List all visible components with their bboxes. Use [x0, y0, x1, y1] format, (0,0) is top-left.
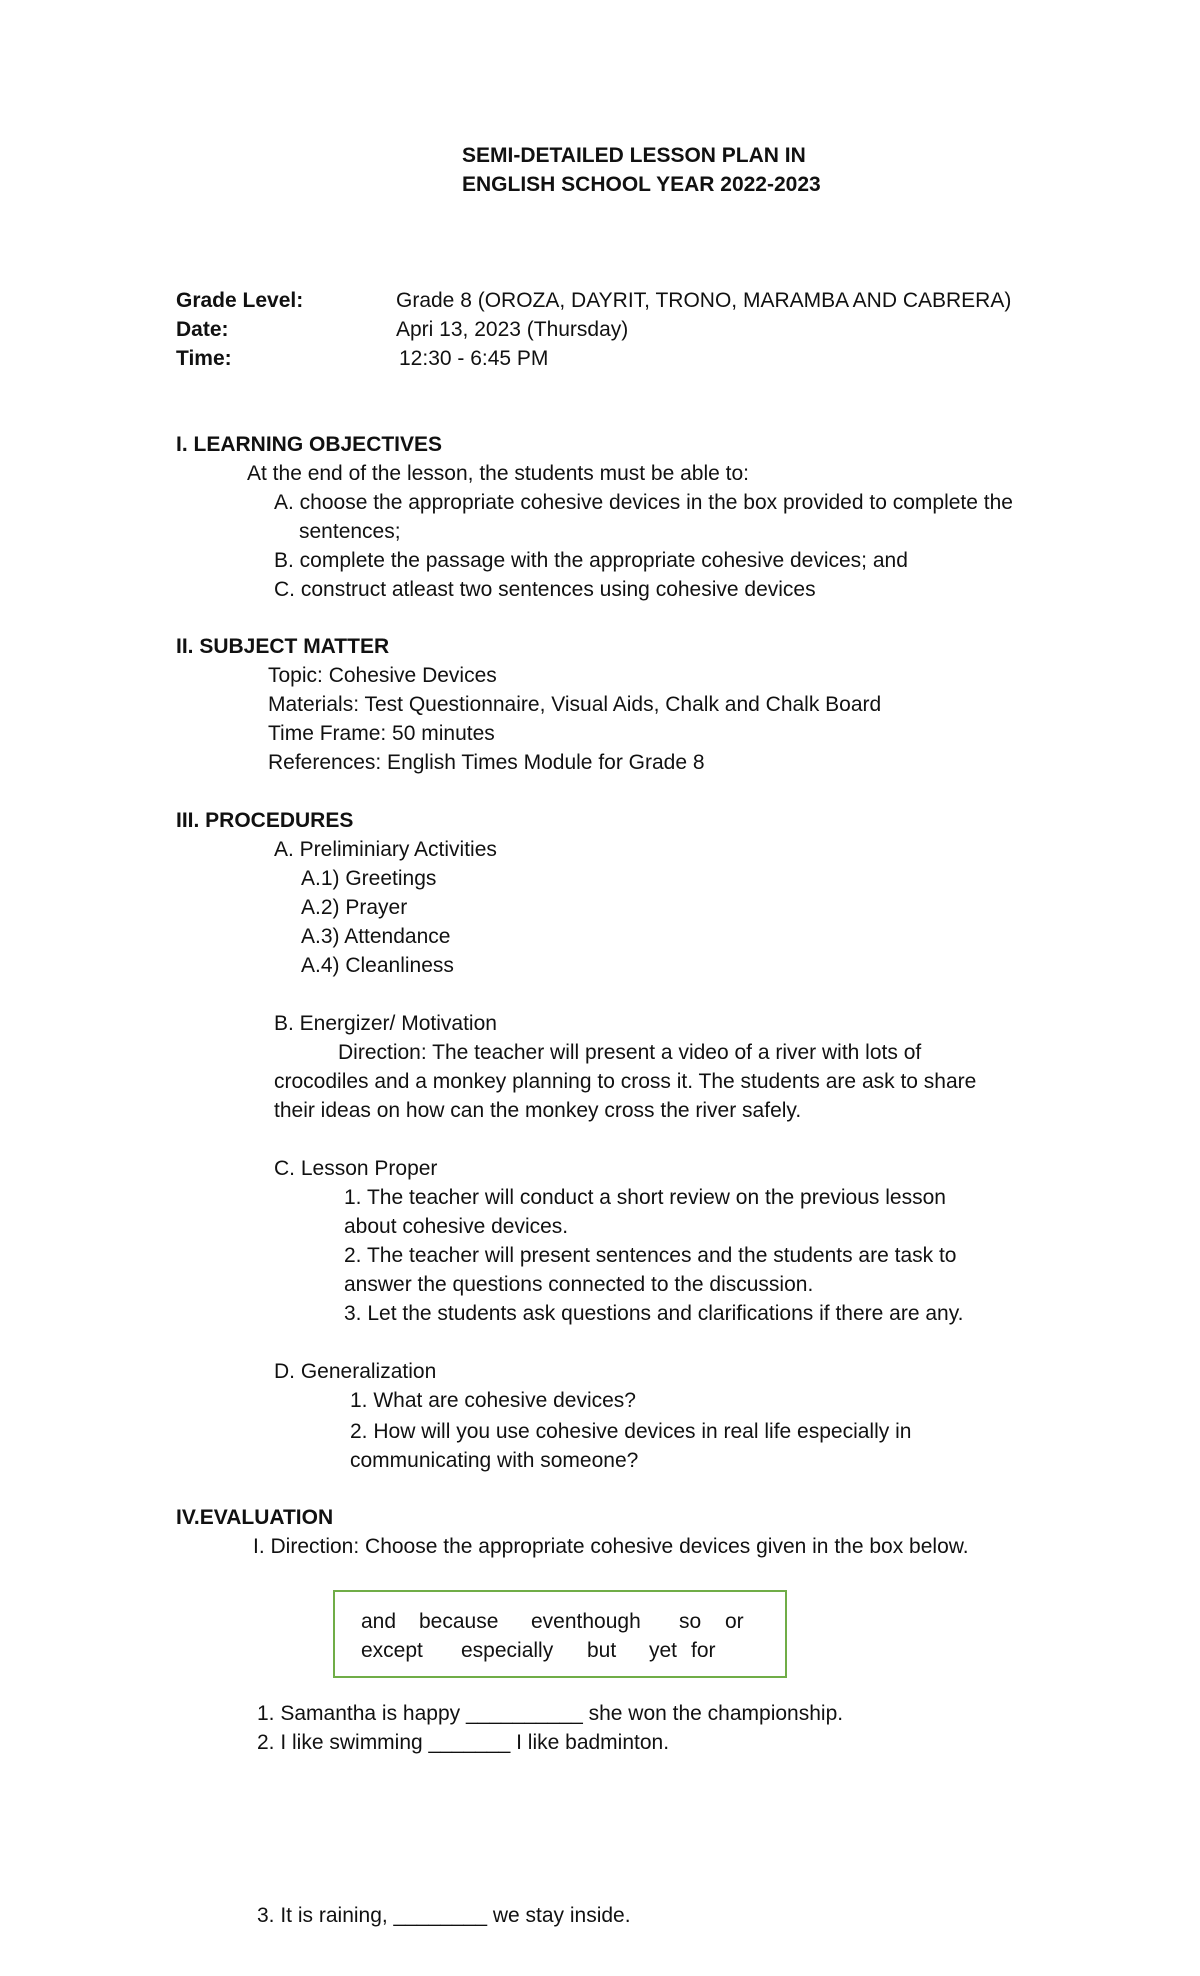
list-item: A.3) Attendance [301, 925, 451, 948]
box-word: for [691, 1639, 716, 1662]
motivation-line-2: crocodiles and a monkey planning to cross it. The students are ask to share [274, 1070, 977, 1093]
lesson-proper-line-1: 1. The teacher will conduct a short review on the previous lesson [344, 1186, 946, 1209]
box-row-2 [361, 1639, 761, 1663]
date-label: Date: [176, 318, 229, 341]
list-item: A.2) Prayer [301, 896, 408, 919]
subject-references: References: English Times Module for Grade 8 [268, 751, 705, 774]
generalization-question-1: 1. What are cohesive devices? [350, 1389, 636, 1412]
subject-heading: II. SUBJECT MATTER [176, 635, 390, 658]
subject-materials: Materials: Test Questionnaire, Visual Aids, Chalk and Chalk Board [268, 693, 882, 716]
box-word: yet [649, 1639, 678, 1662]
generalization-title: D. Generalization [274, 1360, 437, 1383]
box-word: because [419, 1610, 499, 1633]
title-line-2: ENGLISH SCHOOL YEAR 2022-2023 [462, 173, 821, 196]
box-row-1 [361, 1610, 761, 1634]
list-item: A.1) Greetings [301, 867, 437, 890]
objective-a: A. choose the appropriate cohesive devices in the box provided to complete the [274, 491, 1013, 514]
objective-c: C. construct atleast two sentences using cohesive devices [274, 578, 816, 601]
lesson-proper-line-5: 3. Let the students ask questions and clarifications if there are any. [344, 1302, 964, 1325]
grade-level-value: Grade 8 (OROZA, DAYRIT, TRONO, MARAMBA AND CABRERA) [396, 289, 1012, 312]
motivation-title: B. Energizer/ Motivation [274, 1012, 497, 1035]
box-word: except [361, 1639, 423, 1662]
lesson-proper-title: C. Lesson Proper [274, 1157, 438, 1180]
generalization-question-2-continued: communicating with someone? [350, 1449, 639, 1472]
evaluation-question-3: 3. It is raining, ________ we stay inside. [257, 1904, 631, 1927]
evaluation-direction: I. Direction: Choose the appropriate cohesive devices given in the box below. [253, 1535, 969, 1558]
objectives-intro: At the end of the lesson, the students must be able to: [247, 462, 749, 485]
evaluation-heading: IV.EVALUATION [176, 1506, 334, 1529]
box-word: or [725, 1610, 744, 1633]
evaluation-question-2: 2. I like swimming _______ I like badminton. [257, 1731, 670, 1754]
lesson-proper-line-2: about cohesive devices. [344, 1215, 569, 1238]
box-word: and [361, 1610, 397, 1633]
date-value: Apri 13, 2023 (Thursday) [396, 318, 629, 341]
box-word: so [679, 1610, 702, 1633]
title-line-1: SEMI-DETAILED LESSON PLAN IN [462, 144, 806, 167]
motivation-line-1: Direction: The teacher will present a video of a river with lots of [338, 1041, 922, 1064]
lesson-proper-line-3: 2. The teacher will present sentences and the students are task to [344, 1244, 957, 1267]
subject-topic: Topic: Cohesive Devices [268, 664, 497, 687]
generalization-question-2: 2. How will you use cohesive devices in real life especially in [350, 1420, 912, 1443]
list-item: A.4) Cleanliness [301, 954, 454, 977]
evaluation-question-1: 1. Samantha is happy __________ she won the championship. [257, 1702, 844, 1725]
subject-time-frame: Time Frame: 50 minutes [268, 722, 495, 745]
objectives-heading: I. LEARNING OBJECTIVES [176, 433, 443, 456]
procedures-heading: III. PROCEDURES [176, 809, 354, 832]
time-value: 12:30 - 6:45 PM [399, 347, 549, 370]
preliminary-activities-title: A. Preliminiary Activities [274, 838, 497, 861]
box-word: but [587, 1639, 617, 1662]
time-label: Time: [176, 347, 232, 370]
cohesive-devices-box [333, 1590, 787, 1678]
box-word: eventhough [531, 1610, 641, 1633]
objective-b: B. complete the passage with the appropriate cohesive devices; and [274, 549, 908, 572]
box-word: especially [461, 1639, 554, 1662]
lesson-proper-line-4: answer the questions connected to the discussion. [344, 1273, 814, 1296]
objective-a-continued: sentences; [299, 520, 401, 543]
motivation-line-3: their ideas on how can the monkey cross the river safely. [274, 1099, 802, 1122]
grade-level-label: Grade Level: [176, 289, 304, 312]
